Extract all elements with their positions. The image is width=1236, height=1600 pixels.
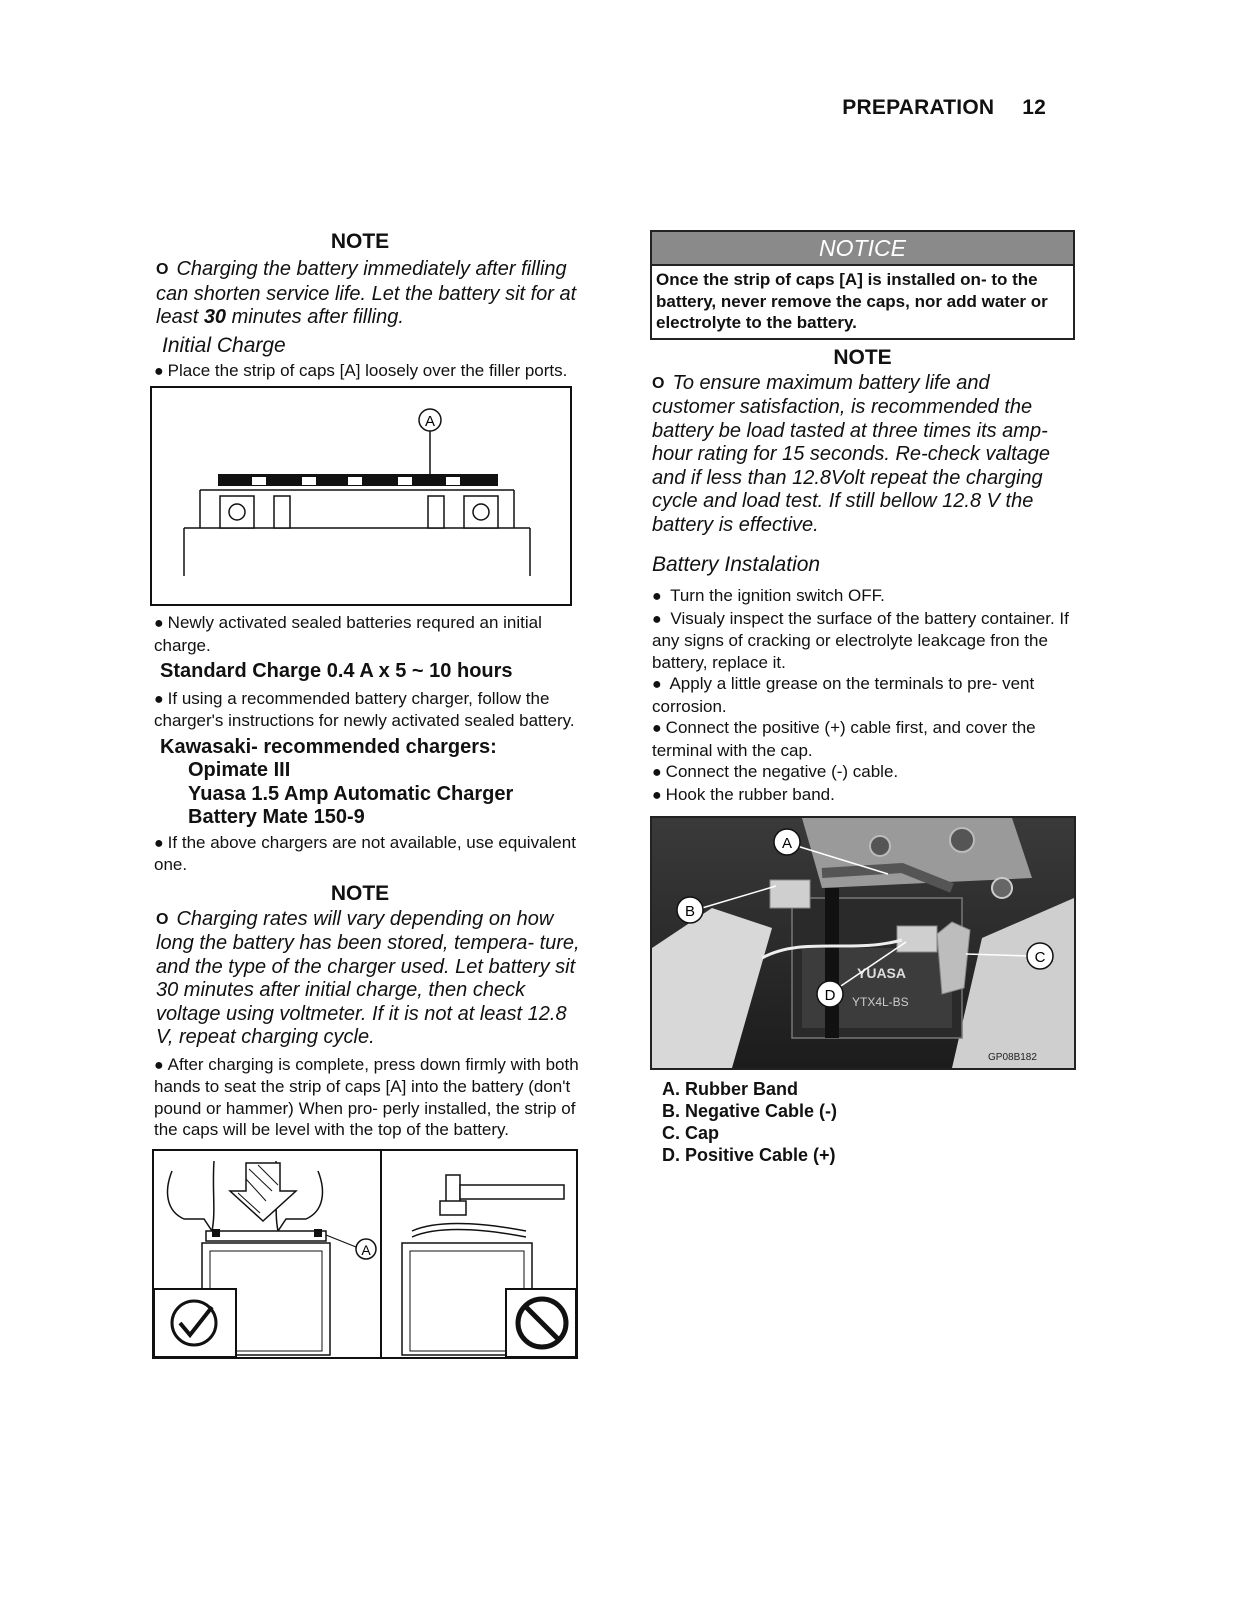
note-title: NOTE (330, 881, 390, 905)
list-item: ● If using a recommended battery charger, follow the charger's instructions for newly activated sealed battery. (154, 688, 575, 730)
callout-label: C (1034, 949, 1046, 966)
chargers-heading: Kawasaki- recommended chargers: (160, 735, 497, 758)
notice-title: NOTICE (652, 232, 1073, 266)
list-item: ● Newly activated sealed batteries requred an initial charge. (154, 613, 542, 655)
note-marker: O (156, 261, 169, 278)
bullet-icon: ● (652, 588, 662, 605)
page-header (842, 96, 1046, 120)
charger-item: Opimate III (188, 759, 291, 781)
notice-text: Once the strip of caps [A] is installed on- to the battery, never remove the caps, nor add water or electrolyte to the battery. (656, 270, 1048, 332)
list-item: ● Hook the rubber band. (652, 784, 835, 804)
bullet-icon: ● (154, 362, 164, 380)
callout-label: B (684, 903, 696, 920)
list-item: ● Connect the negative (-) cable. (652, 762, 899, 781)
bullet-icon: ● (652, 720, 662, 737)
notice-box (650, 230, 1075, 340)
charger-item: Yuasa 1.5 Amp Automatic Charger (188, 782, 514, 805)
initial-charge-heading: Initial Charge (162, 333, 286, 357)
battery-caps-figure (150, 386, 572, 606)
charger-item: Battery Mate 150-9 (188, 806, 365, 828)
bullet-icon: ● (154, 834, 164, 852)
list-item: ● After charging is complete, press down firmly with both hands to seat the strip of caps [A] into the battery (don't pound or hammer) When pro- perly installed, the strip of the caps will be level with the top of the battery. (154, 1054, 579, 1139)
left-column (150, 230, 580, 1359)
note-marker: O (652, 374, 665, 392)
list-item: ● Connect the positive (+) cable first, and cover the terminal with the cap. (652, 718, 1036, 760)
seating-caps-diagram (154, 1151, 576, 1357)
battery-installation-photo (650, 816, 1076, 1070)
list-item: ● Turn the ignition switch OFF. (652, 586, 885, 605)
note-body: O To ensure maximum battery life and customer satisfaction, is recommended the battery be load tasted at three times its amp- hour rating for 15 seconds. Re-check valtage and if less than 12.8Volt repeat the charging cycle and load test. If still bellow 12.8 V the battery is effective. (652, 371, 1050, 536)
note-title: NOTE (833, 345, 892, 369)
note-text-bold: 30 (203, 306, 227, 328)
bullet-icon: ● (154, 1056, 164, 1074)
list-item: ● If the above chargers are not available, use equivalent one. (154, 832, 576, 874)
photo-captions (650, 1078, 1075, 1166)
caption-item: D. Positive Cable (+) (662, 1145, 836, 1165)
page-number: 12 (1022, 96, 1046, 119)
caption-item: C. Cap (662, 1123, 720, 1143)
note-text-end: minutes after filling. (226, 306, 404, 328)
note-text: Charging the battery immediately after filling can shorten service life. Let the battery sit for at least (156, 258, 577, 328)
caption-item: A. Rubber Band (662, 1079, 799, 1099)
bullet-icon: ● (154, 615, 164, 632)
bullet-icon: ● (652, 676, 662, 693)
battery-installation-heading: Battery Instalation (652, 553, 821, 576)
list-item: ● Visualy inspect the surface of the battery container. If any signs of cracking or electrolyte leakcage fron the battery, replace it. (652, 608, 1069, 672)
figure-code: GP08B182 (988, 1052, 1037, 1063)
callout-label: D (824, 987, 836, 1004)
bullet-icon: ● (652, 764, 662, 781)
note-body: O Charging rates will vary depending on how long the battery has been stored, tempera- ture, and the type of the charger used. Let battery sit 30 minutes after initial charge, then check voltage using voltmeter. If it is not at least 12.8 V, repeat charging cycle. (156, 907, 580, 1048)
right-column (650, 230, 1075, 1166)
installed-battery-illustration (652, 818, 1074, 1068)
standard-charge: Standard Charge 0.4 A x 5 ~ 10 hours (160, 660, 513, 682)
section-title: PREPARATION (842, 96, 995, 119)
bullet-icon: ● (154, 690, 164, 708)
seating-caps-figure (152, 1149, 578, 1359)
note-marker: O (156, 910, 169, 928)
bullet-icon: ● (652, 610, 662, 628)
caption-item: B. Negative Cable (-) (662, 1101, 838, 1121)
callout-label: A (424, 413, 436, 430)
note-body (150, 258, 580, 330)
battery-caps-diagram (152, 388, 570, 604)
list-item: ● Apply a little grease on the terminals to pre- vent corrosion. (652, 674, 1035, 716)
callout-label: A (781, 835, 793, 852)
callout-label: A (361, 1241, 371, 1258)
note-title: NOTE (330, 230, 390, 253)
bullet-icon: ● (652, 786, 662, 804)
battery-brand: YUASA (857, 965, 907, 981)
list-item: ● Place the strip of caps [A] loosely over the filler ports. (154, 360, 568, 380)
battery-model: YTX4L-BS (852, 995, 909, 1009)
